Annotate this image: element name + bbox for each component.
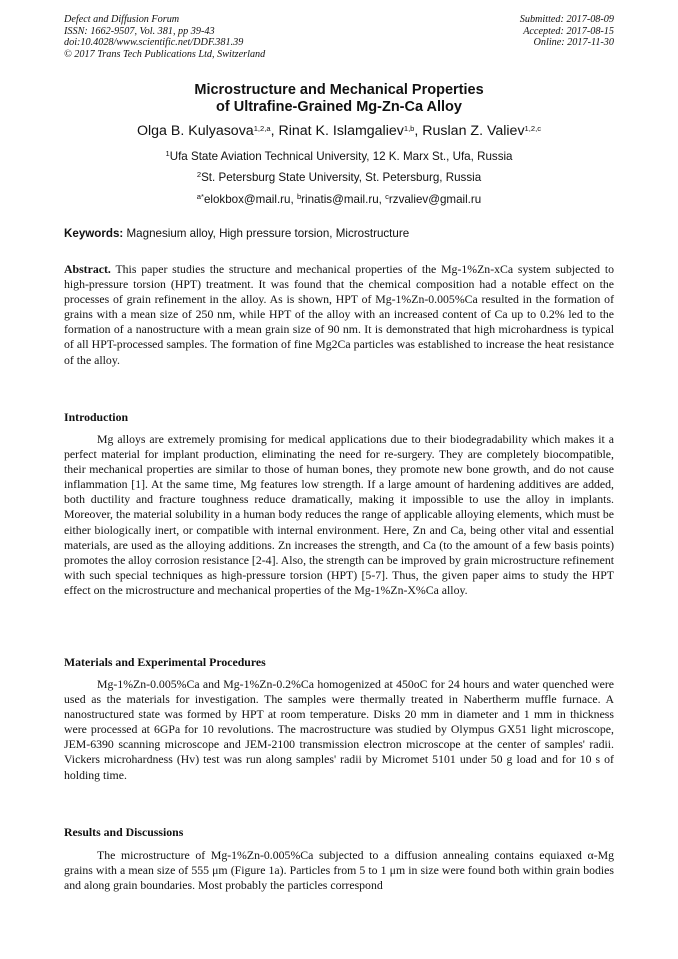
journal-name: Defect and Diffusion Forum xyxy=(64,14,180,25)
title-line-2: of Ultrafine-Grained Mg-Zn-Ca Alloy xyxy=(216,99,462,115)
keywords-text: Magnesium alloy, High pressure torsion, Microstructure xyxy=(126,227,410,240)
affiliation-1 xyxy=(0,150,678,164)
paper-title xyxy=(0,82,678,116)
email-link[interactable]: rzvaliev@gmail.ru xyxy=(388,193,482,206)
affiliation-text: Ufa State Aviation Technical University, 12 K. Marx St., Ufa, Russia xyxy=(169,150,513,163)
online-date: Online: 2017-11-30 xyxy=(533,37,614,49)
author-sup: 1,2,a xyxy=(253,124,271,133)
submitted-date: Submitted: 2017-08-09 xyxy=(519,14,614,25)
doi: doi:10.4028/www.scientific.net/DDF.381.39 xyxy=(64,37,244,49)
author-sup: 1,2,c xyxy=(524,124,542,133)
keywords xyxy=(64,227,409,241)
author-name: Olga B. Kulyasova xyxy=(136,123,254,139)
affiliation-text: St. Petersburg State University, St. Petersburg, Russia xyxy=(201,171,482,184)
results-heading: Results and Discussions xyxy=(64,825,184,839)
journal-info xyxy=(64,14,265,60)
email-sup: a* xyxy=(196,192,204,201)
materials-heading: Materials and Experimental Procedures xyxy=(64,655,266,669)
email-link[interactable]: rinatis@mail.ru xyxy=(301,193,379,206)
materials-text: Mg-1%Zn-0.005%Ca and Mg-1%Zn-0.2%Ca homogenized at 450oC for 24 hours and water quenched were used as the materials for investigation. The samples were thermally treated in Nabertherm muffle furnace. A nanostructured state was formed by HPT at room temperature. Disks 20 mm in diameter and 1 mm in thickness were processed at 6GPa for 10 revolutions. The macrostructure was studied by Olympus GX51 light microscope, JEM-6390 scanning microscope and JEM-2100 transmission electron microscope at the center of samples' radii. Vickers microhardness (Hv) test was run along samples' radii by Micromet 5101 under 50 g load and for 10 s of holding time. xyxy=(64,677,614,782)
email-list: $^{a*}$elokbox@mail.ru, $^b$rinatis@mail.ru, $^c$rzvaliev@gmail.ru xyxy=(196,192,482,206)
author-list: Olga B. Kulyasova$^{1,2,a}$, Rinat K. Islamgaliev$^{1,b}$, Ruslan Z. Valiev$^{1,2,c}$ xyxy=(136,123,542,139)
copyright: © 2017 Trans Tech Publications Ltd, Switzerland xyxy=(64,48,266,60)
issn-volume: ISSN: 1662-9507, Vol. 381, pp 39-43 xyxy=(64,25,215,37)
affiliation-sup: 1 xyxy=(165,149,170,158)
keywords-label: Keywords: xyxy=(64,227,124,240)
affiliation-2 xyxy=(0,171,678,185)
email-link[interactable]: elokbox@mail.ru xyxy=(203,193,291,206)
abstract-text: This paper studies the structure and mechanical properties of the Mg-1%Zn-xCa system subjected to high-pressure torsion (HPT) treatment. It was found that the chemical composition had a notable effect on the processes of grain refinement in the alloy. As is shown, HPT of Mg-1%Zn-0.005%Ca resulted in the formation of grains with a mean size of 250 nm, while HPT of the alloy with an increased content of Ca up to 0.2% led to the formation of a nanostructure with a mean grain size of 90 nm. It is demonstrated that high microhardness is typical of all HPT-processed samples. The formation of fine Mg2Ca particles was established to increase the heat resistance of the alloy. xyxy=(64,262,614,367)
accepted-date: Accepted: 2017-08-15 xyxy=(523,25,614,37)
introduction-text: Mg alloys are extremely promising for medical applications due to their biodegradability which makes it a perfect material for implant production, eliminating the need for re-surgery. They are completely biocompatible, their mechanical properties are similar to those of human bones, they promote new bone growth, and do not cause inflammation [1]. At the same time, Mg features low strength. If a large amount of hardening additives are added, both ductility and fracture toughness reduce dramatically, making it impossible to use the alloy in implants. Moreover, the material solubility in a human body reduces the range of applicable alloying elements, which must be either biologically inert, or compatible with internal environment. Here, Zn and Ca, being other vital and essential materials, are used as the alloying additions. Zn increases the strength, and Ca (to the amount of a few basis points) promotes the alloy corrosion resistance [2-4]. Also, the strength can be improved by grain microstructure refinement with such special techniques as high-pressure torsion (HPT) [5-7]. Thus, the given paper aims to study the HPT effect on the microstructure and mechanical properties of the Mg-1%Zn-X%Ca alloy. xyxy=(64,432,614,597)
dates-info xyxy=(520,14,614,49)
abstract xyxy=(64,262,614,368)
abstract-label: Abstract. xyxy=(64,262,111,276)
introduction-heading: Introduction xyxy=(64,410,129,424)
author-sup: 1,b xyxy=(403,124,415,133)
email-sup: b xyxy=(296,192,302,201)
author-name: Rinat K. Islamgaliev xyxy=(278,123,404,139)
author-name: Ruslan Z. Valiev xyxy=(422,123,525,139)
email-sup: c xyxy=(385,192,389,201)
results-text: The microstructure of Mg-1%Zn-0.005%Ca subjected to a diffusion annealing contains equiaxed α-Mg grains with a mean size of 555 μm (Figure 1a). Particles from 5 to 1 μm in size were found both within grain bodies and along grain boundaries. Most probably the particles correspond xyxy=(64,848,614,893)
affiliation-sup: 2 xyxy=(196,170,202,179)
title-line-1: Microstructure and Mechanical Properties xyxy=(194,82,484,98)
